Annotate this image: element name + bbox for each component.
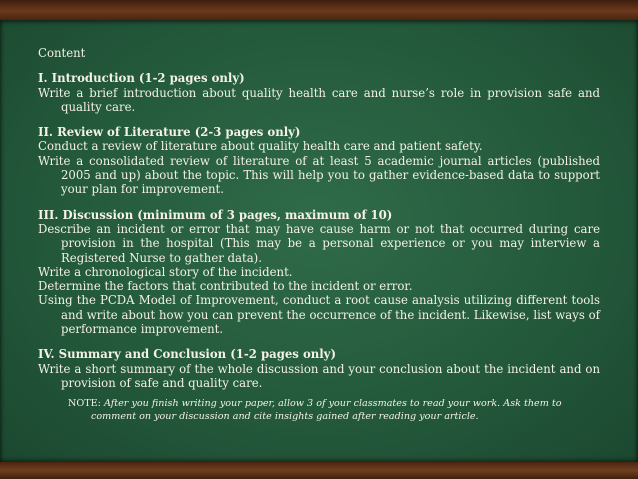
note-label: NOTE:: [68, 398, 101, 410]
section-paragraph: Using the PCDA Model of Improvement, conduct a root cause analysis utilizing different tools and write about how you can prevent the occurrence of the incident. Likewise, list ways of performance improvement.: [38, 293, 600, 337]
section-heading-discussion: III. Discussion (minimum of 3 pages, maximum of 10): [38, 207, 393, 222]
note: [68, 398, 594, 423]
slide-content: [38, 46, 600, 433]
section-heading-introduction: I. Introduction (1-2 pages only): [38, 71, 245, 86]
note-text: After you finish writing your paper, allow 3 of your classmates to read your work. Ask them to comment on your discussion and cite insights gained after reading your article.: [91, 398, 562, 422]
section-paragraph: Determine the factors that contributed to the incident or error.: [38, 279, 413, 294]
section-heading-review-of-literature: II. Review of Literature (2-3 pages only): [38, 125, 301, 140]
section-paragraph: Write a brief introduction about quality health care and nurse’s role in provision safe and quality care.: [38, 85, 600, 114]
section-heading-summary-and-conclusion: IV. Summary and Conclusion (1-2 pages only): [38, 347, 337, 362]
content-title: Content: [38, 46, 86, 60]
section-paragraph: Conduct a review of literature about quality health care and patient safety.: [38, 139, 483, 154]
chalkboard-frame-top: [0, 0, 638, 20]
section-paragraph: Describe an incident or error that may have cause harm or not that occurred during care provision in the hospital (This may be a personal experience or you may interview a Registered Nurse to gather data).: [38, 221, 600, 265]
section-paragraph: Write a chronological story of the incident.: [38, 264, 293, 279]
chalkboard-frame-bottom: [0, 462, 638, 479]
section-paragraph: Write a consolidated review of literature of at least 5 academic journal articles (published 2005 and up) about the topic. This will help you to gather evidence-based data to support your plan for improvement.: [38, 153, 600, 197]
section-paragraph: Write a short summary of the whole discussion and your conclusion about the incident and on provision of safe and quality care.: [38, 361, 600, 390]
chalkboard: [0, 20, 638, 462]
